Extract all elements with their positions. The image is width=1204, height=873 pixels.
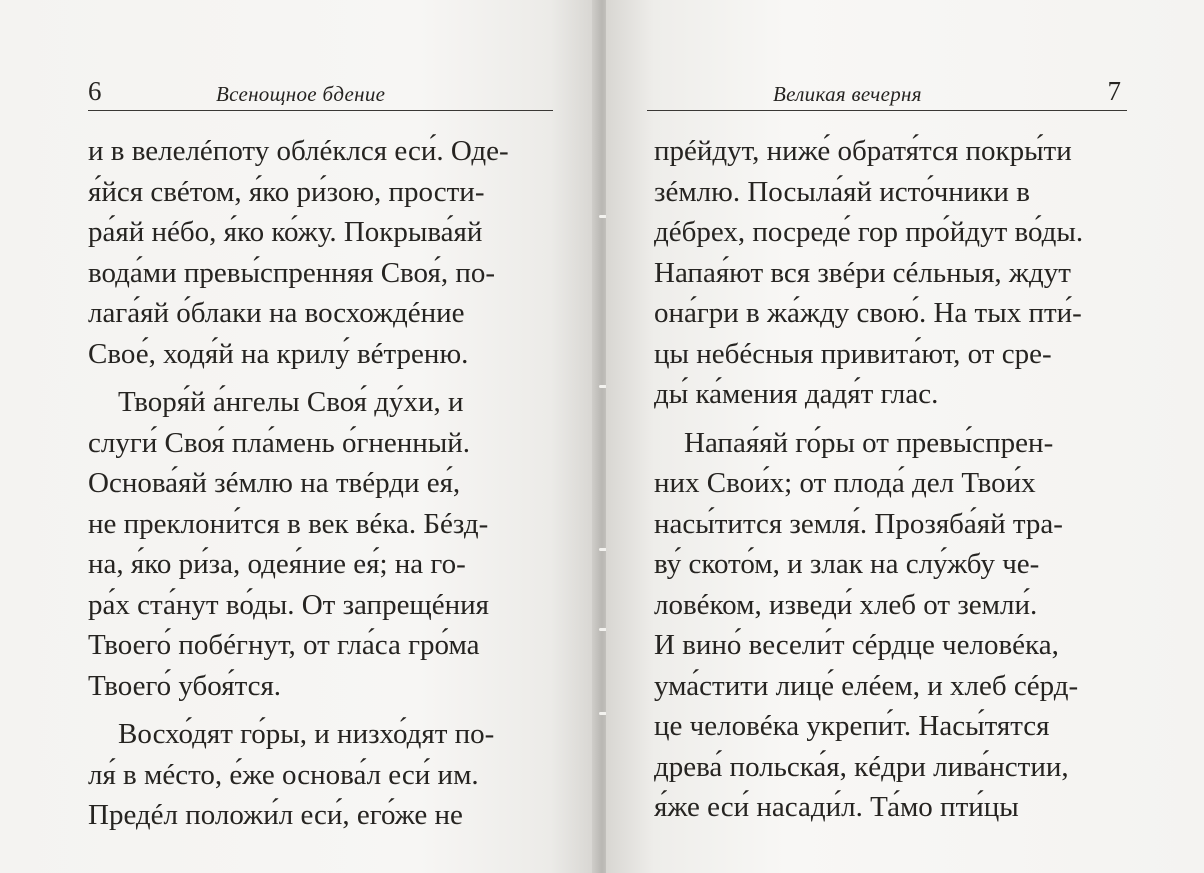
text-line: древа́ польска́я, кéдри лива́нстии, [654,750,1069,783]
text-line: Творя́й а́нгелы Своя́ ду́хи, и [118,386,464,418]
text-line: ра́х ста́нут во́ды. От запрещéния [88,588,490,621]
text-line: Напая́яй го́ры от превы́спрен- [684,426,1054,459]
text-line: цы небéсныя привита́ют, от сре- [654,337,1052,370]
text-line: слуги́ Своя́ пла́мень о́гненный. [88,426,471,459]
text-line: Предéл положи́л еси́, его́же не [88,799,463,831]
text-line: Твоего́ убоя́тся. [88,669,282,702]
text-line: це человéка укрепи́т. Насы́тятся [654,710,1050,742]
text-line: вода́ми превы́спренняя Своя́, по- [88,256,496,289]
text-line: она́гри в жа́жду свою́. На тых пти́- [654,297,1082,329]
text-line: дéбрех, посреде́ гор про́йдут во́ды. [654,216,1084,248]
text-line: прéйдут, ниже́ обратя́тся покры́ти [654,135,1072,167]
text-line: ра́яй нéбо, я́ко ко́жу. Покрыва́яй [88,216,483,248]
left-page [0,0,598,873]
text-line: ума́стити лице́ елéем, и хлеб сéрд- [654,669,1079,702]
text-line: и в велелéпоту облéклся еси́. Оде- [88,135,509,167]
right-page-number: 7 [1107,76,1121,106]
text-line: ловéком, изведи́ хлеб от земли́. [654,588,1038,621]
text-line: Основа́яй зéмлю на твéрди ея́, [88,467,461,499]
text-line: на, я́ко ри́за, одея́ние ея́; на го- [88,548,466,580]
text-line: лага́яй о́блаки на восхождéние [88,297,465,329]
text-line: И вино́ весели́т сéрдце человéка, [654,629,1059,661]
text-line: Восхо́дят го́ры, и низхо́дят по- [118,718,495,750]
text-line: них Свои́х; от плода́ дел Твои́х [654,467,1036,499]
text-line: Напая́ют вся звéри сéльныя, ждут [654,256,1071,289]
text-line: ля́ в мéсто, е́же основа́л еси́ им. [88,758,479,791]
text-line: не преклони́тся в век вéка. Бéзд- [88,507,489,540]
text-line: Твоего́ побéгнут, от гла́са гро́ма [88,629,480,661]
left-page-header [88,78,553,111]
text-line: зéмлю. Посыла́яй исто́чники в [654,175,1030,208]
text-line: я́йся свéтом, я́ко ри́зою, прости- [88,175,485,208]
left-page-body [88,131,558,836]
text-line: ды́ ка́мения дадя́т глас. [654,378,939,410]
right-running-title: Великая вечерня [773,82,922,106]
right-page [606,0,1204,873]
text-line: насы́тится земля́. Прозяба́яй тра- [654,507,1063,540]
text-line: я́же еси́ насади́л. Та́мо пти́цы [654,791,1019,823]
text-line: ву́ ското́м, и злак на слу́жбу че- [654,548,1040,580]
left-page-number: 6 [88,76,102,106]
text-line: Свое́, ходя́й на крилу́ вéтреню. [88,337,469,370]
right-page-body [654,131,1134,828]
left-running-title: Всенощное бдение [216,82,386,106]
right-page-header [647,78,1127,111]
